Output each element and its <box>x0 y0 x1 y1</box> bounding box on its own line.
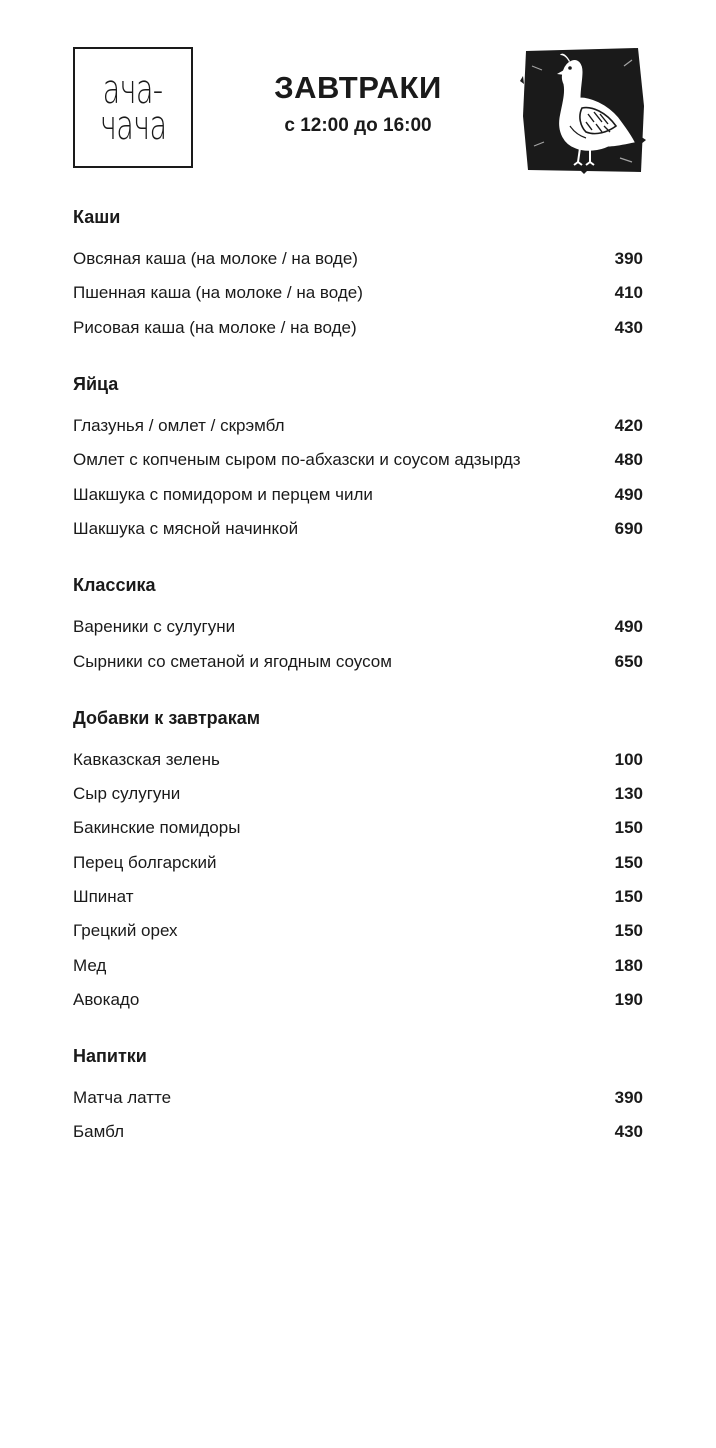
menu-item-name: Бакинские помидоры <box>73 818 241 838</box>
menu-item-name: Шпинат <box>73 887 134 906</box>
section-title: Напитки <box>73 1046 147 1067</box>
menu-item-price: 480 <box>614 450 643 470</box>
menu-item-price: 150 <box>614 887 643 906</box>
menu-item-price: 490 <box>614 484 643 504</box>
menu-item <box>73 477 643 511</box>
menu-item-price: 180 <box>614 955 643 975</box>
menu-item <box>73 743 643 777</box>
menu-item-name: Шакшука с мясной начинкой <box>73 518 299 538</box>
menu-item-name: Омлет с копченым сыром по-абхазски и соусом адзырдз <box>73 450 521 470</box>
menu-item <box>73 610 643 644</box>
brand-logo-line2: чача <box>99 102 167 149</box>
menu-item-name: Авокадо <box>73 989 140 1009</box>
menu-item-name: Матча латте <box>73 1088 172 1108</box>
serving-hours: с 12:00 до 16:00 <box>284 115 432 136</box>
menu-item-name: Грецкий орех <box>73 921 178 941</box>
menu-item-name: Сыр сулугуни <box>73 784 181 804</box>
menu-item <box>73 880 643 914</box>
menu-item <box>73 846 643 880</box>
menu-section <box>73 573 643 679</box>
menu-item-name: Кавказская зелень <box>73 749 220 769</box>
menu-item-name: Овсяная каша (на молоке / на воде) <box>73 249 358 269</box>
menu-item-name: Пшенная каша (на молоке / на воде) <box>73 283 363 303</box>
menu-section <box>73 1044 643 1150</box>
menu-item-name: Бамбл <box>73 1122 124 1142</box>
menu-item-price: 150 <box>614 852 643 872</box>
menu-item-price: 190 <box>614 989 643 1009</box>
brand-logo <box>73 47 193 168</box>
menu-section <box>73 372 643 546</box>
menu <box>73 205 643 1177</box>
menu-item <box>73 512 643 546</box>
menu-item <box>73 1081 643 1115</box>
menu-item-price: 390 <box>614 1088 643 1108</box>
menu-item <box>73 311 643 345</box>
section-title: Яйца <box>73 373 119 394</box>
menu-section <box>73 706 643 1017</box>
menu-item-price: 100 <box>614 749 643 769</box>
menu-item-name: Перец болгарский <box>73 852 217 872</box>
menu-item-price: 410 <box>614 283 643 303</box>
menu-item-price: 430 <box>614 317 643 337</box>
menu-section <box>73 205 643 345</box>
menu-item <box>73 811 643 845</box>
menu-item <box>73 276 643 310</box>
menu-item-price: 390 <box>614 249 643 269</box>
menu-item <box>73 1115 643 1149</box>
quail-bird-icon <box>520 46 646 174</box>
section-title: Добавки к завтракам <box>73 707 261 728</box>
menu-item-price: 150 <box>614 921 643 941</box>
menu-item-name: Сырники со сметаной и ягодным соусом <box>73 651 392 671</box>
menu-item-name: Шакшука с помидором и перцем чили <box>73 484 373 504</box>
menu-item-price: 490 <box>614 617 643 637</box>
menu-item-price: 420 <box>614 416 643 436</box>
menu-item-price: 130 <box>614 784 643 804</box>
menu-item-price: 430 <box>614 1122 643 1142</box>
menu-item <box>73 777 643 811</box>
page-title: ЗАВТРАКИ <box>274 70 442 105</box>
menu-item-name: Вареники с сулугуни <box>73 617 236 637</box>
menu-item-name: Глазунья / омлет / скрэмбл <box>73 416 285 436</box>
menu-item-name: Рисовая каша (на молоке / на воде) <box>73 317 357 337</box>
menu-item <box>73 443 643 477</box>
menu-item <box>73 983 643 1017</box>
menu-item <box>73 242 643 276</box>
menu-item-price: 650 <box>614 651 643 671</box>
section-title: Классика <box>73 575 156 596</box>
menu-item <box>73 948 643 982</box>
menu-item-price: 690 <box>614 518 643 538</box>
brand-logo-line1: ача- <box>103 66 163 113</box>
menu-item <box>73 914 643 948</box>
menu-item <box>73 409 643 443</box>
section-title: Каши <box>73 207 121 227</box>
menu-item-name: Мед <box>73 955 107 975</box>
menu-item-price: 150 <box>614 818 643 838</box>
menu-item <box>73 644 643 678</box>
